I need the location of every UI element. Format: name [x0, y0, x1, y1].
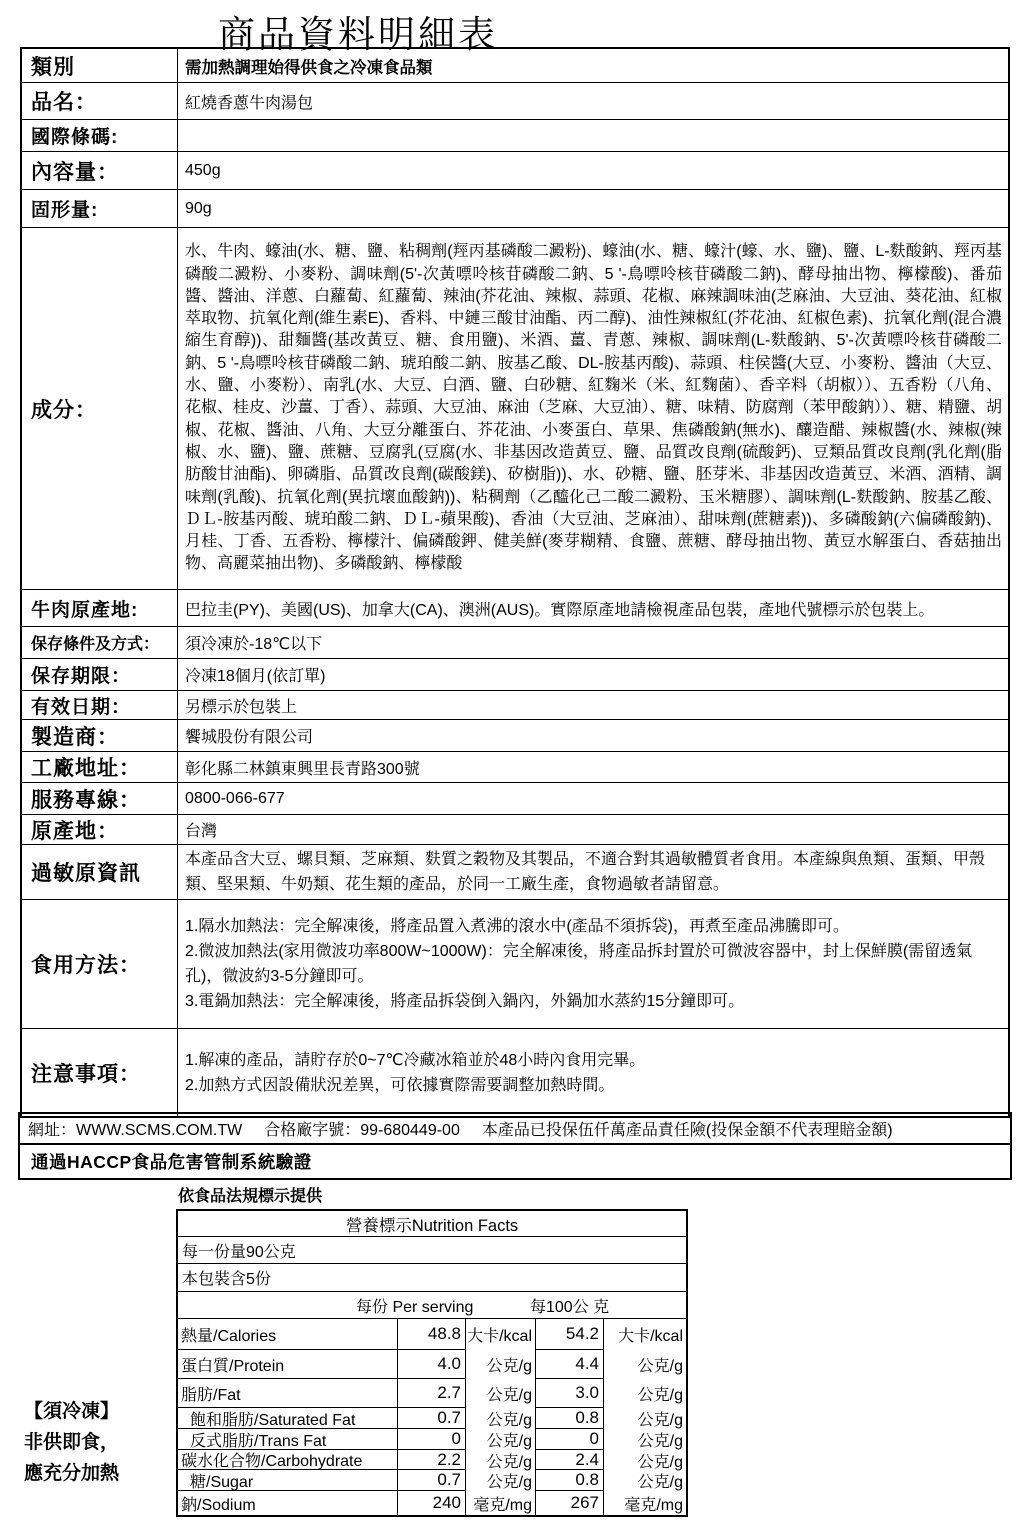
unit-per-100g: 公克/g: [603, 1470, 686, 1491]
row-value: 冷凍18個月(依訂單): [185, 668, 326, 685]
unit-per-serving: 公克/g: [465, 1470, 535, 1491]
table-row: [22, 590, 1008, 627]
unit-per-100g: 公克/g: [603, 1408, 686, 1429]
table-row: [22, 152, 1008, 190]
row-value-line: 3.電鍋加熱法：完全解凍後，將產品拆袋倒入鍋內，外鍋加水蒸約15分鐘即可。: [185, 993, 745, 1010]
row-label: 工廠地址：: [22, 752, 178, 782]
nutrient-name: 鈉/Sodium: [181, 1496, 256, 1514]
unit-per-100g: 公克/g: [603, 1379, 686, 1408]
nutrient-name: 蛋白質/Protein: [178, 1350, 397, 1379]
row-label: 成分：: [22, 228, 178, 589]
frozen-storage-note: [24, 1396, 119, 1489]
nutrition-facts-table: [176, 1209, 688, 1517]
table-row: [22, 720, 1008, 752]
value-per-serving: 2.7: [397, 1379, 465, 1408]
col-header-per-serving: 每份 Per serving: [356, 1298, 474, 1316]
row-value-line: 2.加熱方式因設備狀況差異，可依據實際需要調整加熱時間。: [185, 1076, 615, 1094]
nutrition-row: [178, 1450, 686, 1470]
row-value: 須冷凍於-18℃以下: [185, 636, 323, 653]
row-value-line: 2.微波加熱法(家用微波功率800W~1000W)：完全解凍後，將產品拆封置於可微波容器中，封上保鮮膜(需留透氣孔)，微波約3-5分鐘即可。: [185, 943, 973, 985]
frozen-note-line: 非供即食，: [24, 1432, 120, 1453]
footer-segment: 合格廠字號：99-680449-00: [264, 1122, 460, 1139]
nutrition-note: 依食品法規標示提供: [178, 1188, 323, 1205]
nutrition-row: [178, 1408, 686, 1429]
row-value: 紅燒香蔥牛肉湯包: [185, 94, 314, 112]
nutrient-name: 糖/Sugar: [178, 1470, 397, 1491]
nutrient-name: 反式脂肪/Trans Fat: [178, 1429, 397, 1450]
nutrition-row: [178, 1429, 686, 1450]
unit-per-serving: 公克/g: [465, 1408, 535, 1429]
row-value: 彰化縣二林鎮東興里長青路300號: [185, 760, 420, 778]
nutrition-row: [178, 1470, 686, 1491]
row-label: 保存條件及方式：: [22, 627, 178, 658]
row-label: 保存期限：: [22, 659, 178, 690]
frozen-note-line: 【須冷凍】: [24, 1401, 120, 1422]
unit-per-serving: 大卡/kcal: [465, 1319, 535, 1350]
row-label: 品名：: [22, 83, 178, 119]
serving-size-text: 每一份量90公克: [182, 1243, 296, 1261]
servings-per-pack-row: [178, 1264, 686, 1292]
nutrient-name: 熱量/Calories: [178, 1319, 397, 1350]
table-row: [22, 845, 1008, 900]
value-per-serving: 0: [397, 1429, 465, 1450]
nutrition-caption: 營養標示Nutrition Facts: [345, 1216, 519, 1235]
nutrient-name: 脂肪/Fat: [178, 1379, 397, 1408]
value-per-100g: 4.4: [535, 1350, 603, 1379]
row-value: 0800-066-677: [185, 789, 285, 807]
page-title: 商品資料明細表: [218, 15, 498, 56]
row-value: [178, 900, 1008, 1028]
row-value-text: 水、牛肉、蠔油(水、糖、鹽、粘稠劑(羥丙基磷酸二澱粉)、蠔油(水、糖、蠔汁(蠔、水、鹽)、鹽、L-麩酸鈉、羥丙基磷酸二澱粉、小麥粉、調味劑(5'-次黃嘌呤核苷磷酸二鈉、5 '-鳥嘌呤核苷磷酸二鈉)、酵母抽出物、檸檬酸)、番茄醬、醬油、洋蔥、白蘿蔔、紅蘿蔔、辣油(芥花油、辣椒、蒜頭、花椒、麻辣調味油(芝麻油、大豆油、葵花油、紅椒萃取物、抗氧化劑(維生素E)、香料、中鏈三酸甘油酯、丙二醇)、油性辣椒紅(芥花油、紅椒色素)、抗氧化劑(混合濃縮生育醇))、甜麵醬(基改黃豆、糖、食用鹽)、米酒、薑、青蔥、辣椒、調味劑(L-麩酸鈉、5'-次黃嘌呤核苷磷酸二鈉、5 '-鳥嘌呤核苷磷酸二鈉、琥珀酸二鈉、胺基乙酸、DL-胺基丙酸)、蒜頭、柱侯醬(大豆、小麥粉、醬油（大豆、水、鹽、小麥粉）、南乳(水、大豆、白酒、鹽、白砂糖、紅麴米（米、紅麴菌）、香辛料（胡椒））、五香粉（八角、花椒、桂皮、沙薑、丁香）、蒜頭、大豆油、麻油（芝麻、大豆油）、糖、味精、防腐劑（苯甲酸鈉））、糖、精鹽、胡椒、花椒、醬油、八角、大豆分離蛋白、芥花油、小麥蛋白、草果、焦磷酸鈉(無水)、釀造醋、辣椒醬(水、辣椒(辣椒、水、鹽)、鹽、蔗糖、豆腐乳(豆腐(水、非基因改造黃豆、鹽、品質改良劑(硫酸鈣)、豆類品質改良劑(乳化劑(脂肪酸甘油酯)、卵磷脂、品質改良劑(碳酸鎂)、矽樹脂))、水、砂糖、鹽、胚芽米、非基因改造黃豆、米酒、酒精、調味劑(乳酸)、抗氧化劑(異抗壞血酸鈉))、粘稠劑（乙醯化己二酸二澱粉、玉米糖膠）、調味劑(L-麩酸鈉、胺基乙酸、ＤＬ-胺基丙酸、琥珀酸二鈉、ＤＬ-蘋果酸)、香油（大豆油、芝麻油）、甜味劑(蔗糖素))、多磷酸鈉(六偏磷酸鈉)、月桂、丁香、五香粉、檸檬汁、偏磷酸鉀、健美鮮(麥芽糊精、食鹽、蔗糖、酵母抽出物、黃豆水解蛋白、香菇抽出物、高麗菜抽出物)、多磷酸鈉、檸檬酸: [185, 243, 1002, 573]
table-row: [22, 691, 1008, 720]
nutrition-column-header-row: [178, 1292, 686, 1319]
table-row: [22, 1029, 1008, 1116]
value-per-serving: 4.0: [397, 1350, 465, 1379]
unit-per-100g: 大卡/kcal: [603, 1319, 686, 1350]
row-value: [178, 845, 1008, 899]
nutrition-row: [178, 1319, 686, 1350]
nutrient-name: 飽和脂肪/Saturated Fat: [178, 1408, 397, 1429]
row-label: 服務專線：: [22, 783, 178, 814]
row-value: 巴拉圭(PY)、美國(US)、加拿大(CA)、澳洲(AUS)。實際原產地請檢視產品包裝，產地代號標示於包裝上。: [185, 601, 935, 619]
unit-per-serving: 公克/g: [465, 1379, 535, 1408]
nutrition-row: [178, 1491, 686, 1515]
row-label: 類別: [22, 49, 178, 82]
unit-per-100g: 公克/g: [603, 1350, 686, 1379]
nutrition-row: [178, 1350, 686, 1379]
footer-segment: 網址：WWW.SCMS.COM.TW: [28, 1122, 243, 1139]
nutrition-row: [178, 1379, 686, 1408]
row-value: 450g: [185, 161, 221, 179]
table-row: [22, 783, 1008, 815]
table-row: [22, 900, 1008, 1029]
row-value: 需加熱調理始得供食之冷凍食品類: [185, 58, 433, 77]
haccp-certification-row: 通過HACCP食品危害管制系統驗證: [18, 1143, 1012, 1180]
row-value: [178, 1029, 1008, 1116]
col-header-per-100g: 每100公 克: [530, 1298, 610, 1316]
row-label: 有效日期：: [22, 691, 178, 719]
table-row: [22, 120, 1008, 152]
table-row: [22, 627, 1008, 659]
row-value-text: 本產品含大豆、螺貝類、芝麻類、麩質之穀物及其製品，不適合對其過敏體質者食用。本產線與魚類、蛋類、甲殼類、堅果類、牛奶類、花生類的產品，於同一工廠生產，食物過敏者請留意。: [185, 851, 986, 893]
footer-segment: 本產品已投保伍仟萬產品責任險(投保金額不代表理賠金額): [481, 1122, 893, 1139]
row-value: 饗城股份有限公司: [185, 729, 314, 746]
row-label: 食用方法：: [22, 900, 178, 1028]
serving-size-row: [178, 1237, 686, 1264]
row-value: [178, 228, 1008, 589]
row-label: 原產地：: [22, 815, 178, 844]
row-label: 內容量：: [22, 152, 178, 189]
row-value: 90g: [185, 199, 212, 217]
unit-per-100g: 公克/g: [603, 1429, 686, 1450]
nutrient-name: 碳水化合物/Carbohydrate: [178, 1450, 397, 1470]
row-label: 國際條碼:: [22, 120, 178, 151]
value-per-100g: 0: [535, 1429, 603, 1450]
value-per-serving: 240: [397, 1491, 465, 1515]
value-per-100g: 0.8: [535, 1408, 603, 1429]
unit-per-serving: 公克/g: [465, 1350, 535, 1379]
row-label: 牛肉原產地:: [22, 590, 178, 626]
row-label: 製造商：: [22, 720, 178, 751]
unit-per-100g: 公克/g: [603, 1450, 686, 1470]
value-per-100g: 267: [535, 1491, 603, 1515]
value-per-serving: 48.8: [397, 1319, 465, 1350]
row-value: [178, 120, 1008, 151]
table-row: [22, 752, 1008, 783]
servings-per-pack-text: 本包裝含5份: [182, 1271, 271, 1288]
table-row: [22, 190, 1008, 228]
row-value-line: 1.隔水加熱法：完全解凍後，將產品置入煮沸的滾水中(產品不須拆袋)，再煮至產品沸騰即可。: [185, 918, 850, 935]
frozen-note-line: 應充分加熱: [24, 1463, 120, 1484]
unit-per-serving: 公克/g: [465, 1450, 535, 1470]
table-row: [22, 83, 1008, 120]
unit-per-serving: 毫克/mg: [465, 1491, 535, 1515]
row-label: 注意事項：: [22, 1029, 178, 1116]
row-label: 固形量:: [22, 190, 178, 227]
row-value: 另標示於包裝上: [185, 698, 298, 716]
product-info-table: [20, 47, 1010, 1118]
nutrition-caption-row: [178, 1211, 686, 1237]
footer-url-row: [18, 1112, 1012, 1145]
unit-per-serving: 公克/g: [465, 1429, 535, 1450]
value-per-serving: 0.7: [397, 1408, 465, 1429]
table-row: [22, 228, 1008, 590]
value-per-100g: 54.2: [535, 1319, 603, 1350]
value-per-100g: 3.0: [535, 1379, 603, 1408]
row-value-line: 1.解凍的產品，請貯存於0~7℃冷藏冰箱並於48小時內食用完畢。: [185, 1051, 646, 1069]
table-row: [22, 659, 1008, 691]
row-value: 台灣: [185, 823, 218, 840]
table-row: [22, 49, 1008, 83]
table-row: [22, 815, 1008, 845]
row-label: 過敏原資訊: [22, 845, 178, 899]
value-per-serving: 2.2: [397, 1450, 465, 1470]
value-per-100g: 0.8: [535, 1470, 603, 1491]
unit-per-100g: 毫克/mg: [603, 1491, 686, 1515]
value-per-100g: 2.4: [535, 1450, 603, 1470]
value-per-serving: 0.7: [397, 1470, 465, 1491]
